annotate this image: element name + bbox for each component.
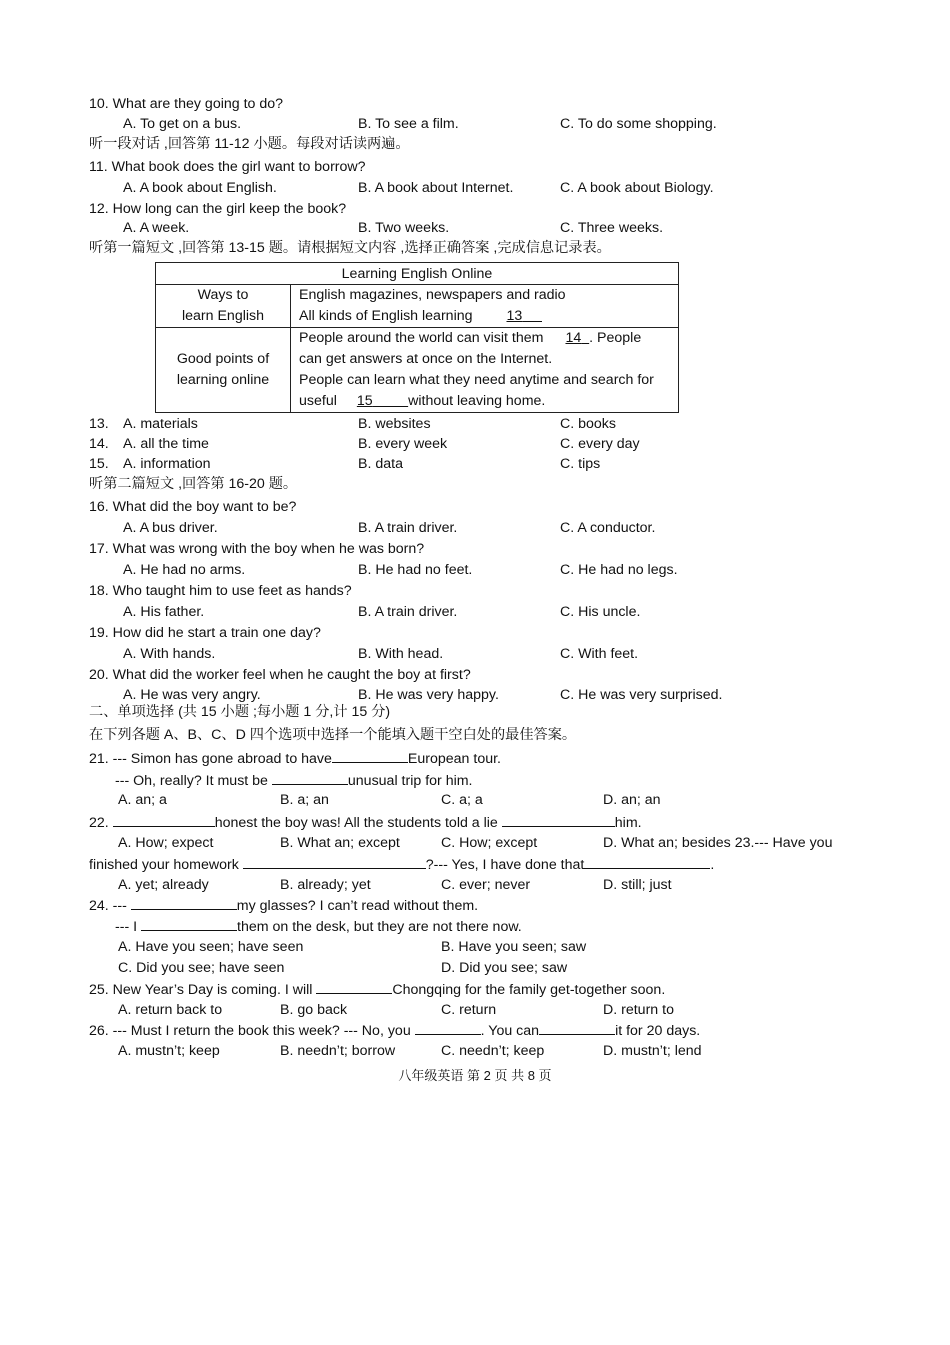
blank-14: 14 [565, 330, 582, 346]
q25-option-b: B. go back [280, 1002, 348, 1018]
q26-option-c: C. needn’t; keep [441, 1043, 545, 1059]
part2-title: 二、单项选择 (共 15 小题 ;每小题 1 分,计 15 分) [89, 704, 391, 720]
record-table [155, 262, 679, 413]
q18-option-c: C. His uncle. [560, 604, 641, 620]
q26-line1-b: . You can [480, 1023, 540, 1039]
q22-blank2 [502, 813, 615, 827]
q15-option-c: C. tips [560, 456, 601, 472]
good-points-label-line2: learning online [176, 372, 270, 388]
q15-option-b: B. data [358, 456, 403, 472]
q14-option-b: B. every week [358, 436, 448, 452]
q21-option-b: B. a; an [280, 792, 329, 808]
q26-blank2 [539, 1021, 615, 1035]
q26-line1-c: it for 20 days. [615, 1023, 701, 1039]
good-points-line2: can get answers at once on the Internet. [299, 351, 553, 367]
q21-line2-a: --- Oh, really? It must be [115, 773, 268, 789]
q18-stem: 18. Who taught him to use feet as hands? [89, 583, 352, 599]
q22-number: 22. [89, 815, 109, 831]
q25-line1-a: 25. New Year’s Day is coming. I will [89, 982, 313, 998]
q23-line1-c: . [710, 857, 715, 873]
q24-line1 [89, 896, 478, 915]
q13-option-a: A. materials [123, 416, 198, 432]
q24-option-c: C. Did you see; have seen [118, 960, 285, 976]
q15-number: 15. [89, 456, 109, 472]
q11-option-c: C. A book about Biology. [560, 180, 714, 196]
q23-option-b: B. already; yet [280, 877, 371, 893]
q20-option-b: B. He was very happy. [358, 687, 499, 703]
q18-option-b: B. A train driver. [358, 604, 458, 620]
q24-option-b: B. Have you seen; saw [441, 939, 587, 955]
q25-line1-b: Chongqing for the family get-together soon. [392, 982, 666, 998]
ways-content-cell [291, 285, 679, 328]
q22-line1 [89, 813, 642, 832]
q21-option-c: C. a; a [441, 792, 483, 808]
ways-label-cell [156, 285, 291, 328]
q21-option-a: A. an; a [118, 792, 167, 808]
q10-option-b: B. To see a film. [358, 116, 459, 132]
q19-option-c: C. With feet. [560, 646, 639, 662]
q22-option-d: D. What an; besides 23.--- Have you [603, 835, 833, 851]
q23-line1-a: finished your homework [89, 857, 239, 873]
q25-line1 [89, 980, 665, 999]
q20-stem: 20. What did the worker feel when he caught the boy at first? [89, 667, 471, 683]
q22-line1-a: honest the boy was! All the students told a lie [214, 815, 498, 831]
good-points-content-cell [291, 328, 679, 413]
q16-option-c: C. A conductor. [560, 520, 656, 536]
q11-option-a: A. A book about English. [123, 180, 277, 196]
q15-option-a: A. information [123, 456, 211, 472]
ways-label-line2: learn English [181, 308, 265, 324]
q19-option-a: A. With hands. [123, 646, 216, 662]
q10-stem: 10. What are they going to do? [89, 96, 284, 112]
good-points-line1b: . People [589, 330, 642, 346]
q23-line1-b: ?--- Yes, I have done that [425, 857, 585, 873]
q12-option-a: A. A week. [123, 220, 190, 236]
q21-blank1 [332, 749, 408, 763]
q23-blank2 [584, 855, 710, 869]
q24-line2 [115, 917, 522, 936]
q24-line2-a: --- I [115, 919, 138, 935]
q19-option-b: B. With head. [358, 646, 444, 662]
q23-option-d: D. still; just [603, 877, 672, 893]
q11-option-b: B. A book about Internet. [358, 180, 514, 196]
q24-option-a: A. Have you seen; have seen [118, 939, 304, 955]
good-points-line1a: People around the world can visit them [299, 330, 544, 346]
q25-blank1 [316, 980, 392, 994]
q21-option-d: D. an; an [603, 792, 661, 808]
q17-option-b: B. He had no feet. [358, 562, 473, 578]
ways-line2: All kinds of English learning [299, 308, 473, 324]
q26-line1-a: 26. --- Must I return the book this week? --- No, you [89, 1023, 411, 1039]
q18-option-a: A. His father. [123, 604, 205, 620]
q26-option-b: B. needn’t; borrow [280, 1043, 396, 1059]
q16-stem: 16. What did the boy want to be? [89, 499, 297, 515]
q12-option-b: B. Two weeks. [358, 220, 450, 236]
q17-option-c: C. He had no legs. [560, 562, 678, 578]
q23-option-a: A. yet; already [118, 877, 209, 893]
q21-line2-b: unusual trip for him. [347, 773, 473, 789]
ways-line1: English magazines, newspapers and radio [299, 287, 566, 303]
q20-option-a: A. He was very angry. [123, 687, 261, 703]
good-points-line3: People can learn what they need anytime and search for [299, 372, 654, 388]
ways-label-line1: Ways to [197, 287, 249, 303]
q22-option-b: B. What an; except [280, 835, 400, 851]
q21-line2 [115, 771, 473, 790]
q24-blank2 [141, 917, 237, 931]
q21-blank2 [272, 771, 348, 785]
good-points-line4a: useful [299, 393, 337, 409]
section-13-15-instruction: 听第一篇短文 ,回答第 13-15 题。请根据短文内容 ,选择正确答案 ,完成信息记录表。 [89, 240, 611, 256]
q25-option-c: C. return [441, 1002, 497, 1018]
q21-line1-a: 21. --- Simon has gone abroad to have [89, 751, 332, 767]
q14-number: 14. [89, 436, 109, 452]
q14-option-a: A. all the time [123, 436, 209, 452]
q11-stem: 11. What book does the girl want to borrow? [89, 159, 366, 175]
q12-stem: 12. How long can the girl keep the book? [89, 201, 347, 217]
page-footer: 八年级英语 第 2 页 共 8 页 [398, 1068, 552, 1083]
q26-option-a: A. mustn’t; keep [118, 1043, 220, 1059]
q12-option-c: C. Three weeks. [560, 220, 664, 236]
q26-blank1 [415, 1021, 481, 1035]
q10-option-c: C. To do some shopping. [560, 116, 717, 132]
part2-instruction: 在下列各题 A、B、C、D 四个选项中选择一个能填入题干空白处的最佳答案。 [89, 727, 577, 743]
q26-line1 [89, 1021, 700, 1040]
q23-line1 [89, 855, 714, 874]
good-points-label-line1: Good points of [176, 351, 270, 367]
q16-option-b: B. A train driver. [358, 520, 458, 536]
q10-option-a: A. To get on a bus. [123, 116, 242, 132]
q24-option-d: D. Did you see; saw [441, 960, 568, 976]
q23-option-c: C. ever; never [441, 877, 531, 893]
section-16-20-instruction: 听第二篇短文 ,回答第 16-20 题。 [89, 476, 298, 492]
q13-option-c: C. books [560, 416, 616, 432]
q24-line1-b: my glasses? I can’t read without them. [236, 898, 479, 914]
blank-13: 13 [506, 308, 523, 324]
q25-option-a: A. return back to [118, 1002, 223, 1018]
q19-stem: 19. How did he start a train one day? [89, 625, 321, 641]
q14-option-c: C. every day [560, 436, 640, 452]
q13-number: 13. [89, 416, 109, 432]
q21-line1-b: European tour. [407, 751, 501, 767]
good-points-line4b: without leaving home. [408, 393, 546, 409]
blank-15: 15 [356, 393, 373, 409]
q20-option-c: C. He was very surprised. [560, 687, 723, 703]
q17-option-a: A. He had no arms. [123, 562, 246, 578]
section-11-12-instruction: 听一段对话 ,回答第 11-12 小题。每段对话读两遍。 [89, 136, 410, 152]
q26-option-d: D. mustn’t; lend [603, 1043, 702, 1059]
q22-blank1 [113, 813, 215, 827]
q24-blank1 [131, 896, 237, 910]
q25-option-d: D. return to [603, 1002, 674, 1018]
q24-line2-b: them on the desk, but they are not there now. [237, 919, 522, 935]
q16-option-a: A. A bus driver. [123, 520, 218, 536]
q22-option-a: A. How; expect [118, 835, 214, 851]
q23-blank1 [243, 855, 426, 869]
q21-line1 [89, 749, 501, 768]
q13-option-b: B. websites [358, 416, 431, 432]
q17-stem: 17. What was wrong with the boy when he was born? [89, 541, 425, 557]
record-table-title: Learning English Online [156, 263, 679, 285]
q24-line1-a: 24. --- [89, 898, 127, 914]
q22-line1-b: him. [614, 815, 642, 831]
q22-option-c: C. How; except [441, 835, 538, 851]
good-points-label-cell [156, 328, 291, 413]
